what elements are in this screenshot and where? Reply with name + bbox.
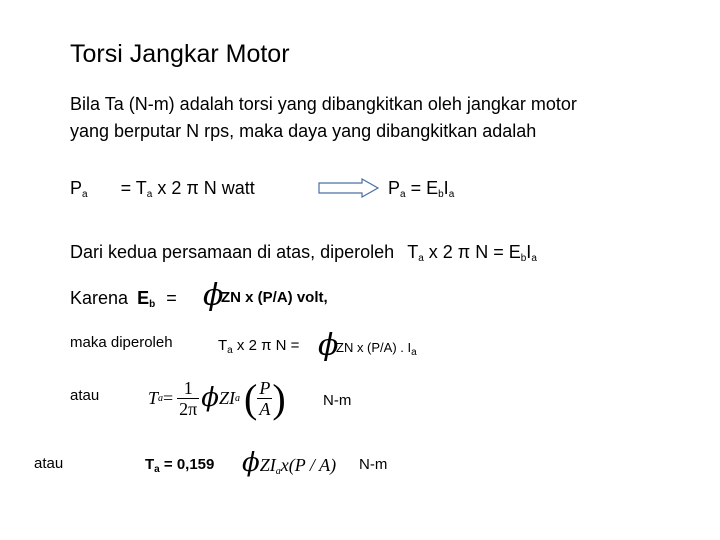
fraction-p-over-a: $\frac{P}{A}$: [259, 377, 271, 419]
atau-label: atau: [70, 387, 100, 404]
intro-line-1: Bila Ta (N-m) adalah torsi yang dibangkitkan oleh jangkar motor: [70, 94, 577, 114]
power-equation: [70, 178, 255, 200]
maka-label: maka diperoleh: [70, 334, 173, 351]
maka-equation: $T_a$ x 2 π N =: [218, 337, 300, 356]
karena-label: Karena: [70, 288, 129, 308]
torque-constant-expression: ϕZI$_a$x(P / A): [242, 448, 337, 478]
fraction-one-over-two-pi: $\frac{1}{2\pi}$: [179, 377, 198, 419]
derivation-line: Dari kedua persamaan di atas, diperoleh $T_a$ x 2 π $N = E_bI_a$: [70, 242, 537, 264]
torque-expression: = $T_a$ x 2 π N watt: [120, 178, 255, 200]
torque-constant-formula: $T_a = 0,159$: [145, 456, 215, 475]
maka-formula: ZN x (P/A) . $I_a$: [336, 340, 417, 358]
intro-line-2: yang berputar N rps, maka daya yang dibangkitkan adalah: [70, 121, 537, 141]
unit-label: N-m: [323, 392, 352, 409]
power-symbol: P: [70, 178, 83, 198]
page-title: Torsi Jangkar Motor: [70, 40, 290, 68]
phi-symbol: ϕ: [318, 328, 339, 363]
phi-symbol: ϕ: [242, 448, 260, 478]
phi-symbol: ϕ: [203, 278, 224, 313]
karena-line: Karena $E_b$ =: [70, 288, 177, 310]
emf-power-equation: $P_a = E_bI_a$: [388, 178, 455, 200]
implies-arrow-icon: [318, 178, 380, 198]
emf-formula: ZN x (P/A) volt,: [221, 289, 328, 306]
atau-label: atau: [34, 455, 64, 472]
torque-fraction-formula: T a = $\frac{1}{2\pi}$ ϕ ZI a ( $\frac{P}{A}$ ): [148, 375, 286, 421]
unit-label: N-m: [359, 456, 388, 473]
power-subscript: a: [82, 189, 88, 200]
phi-symbol: ϕ: [201, 383, 219, 413]
